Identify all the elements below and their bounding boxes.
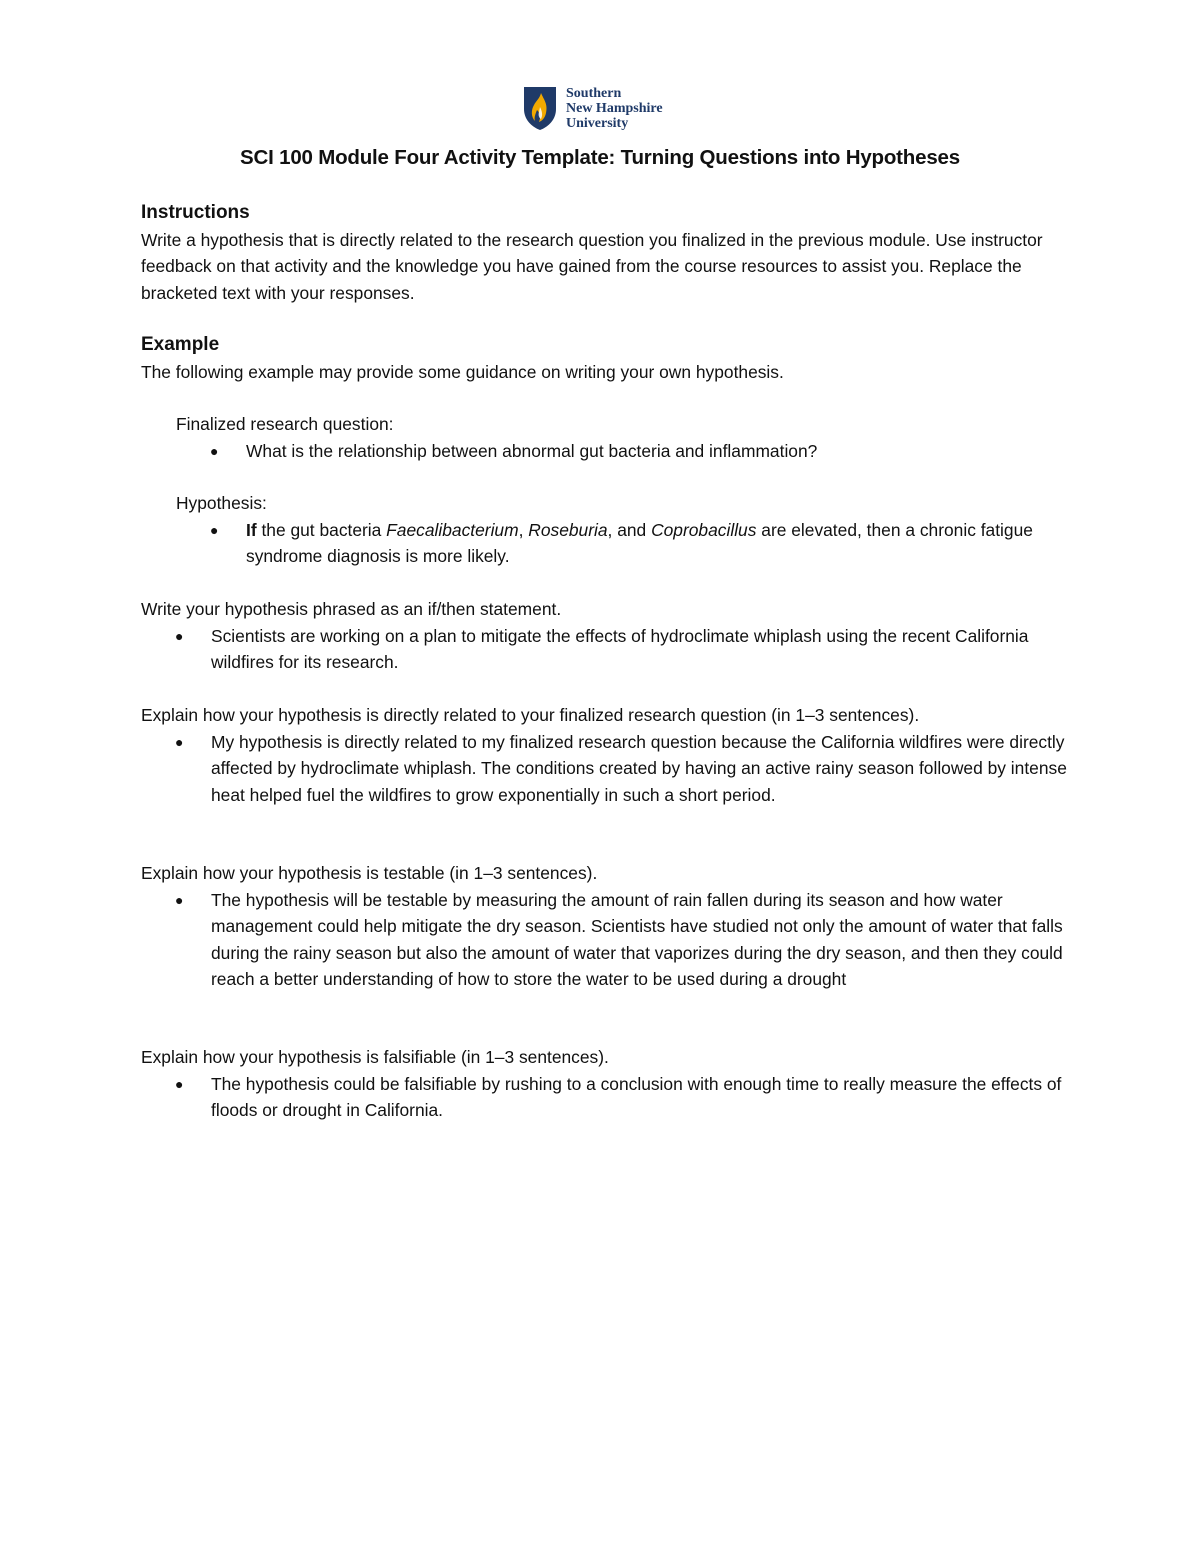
prompt-text: Explain how your hypothesis is falsifiable (in 1–3 sentences). [141, 1047, 609, 1067]
bullet-icon: ● [210, 521, 219, 538]
hypothesis-if: If [246, 519, 257, 540]
answer-list [141, 623, 1071, 676]
instructions-body: Write a hypothesis that is directly related to the research question you finalized in the previous module. Use instructor feedback on that activity and the knowledge you have gained from the course resources to assist you. Replace the bracketed text with your responses. [141, 229, 1043, 303]
list-item [175, 729, 1071, 809]
hypothesis-part: are elevated, then a chronic fatigue syndrome diagnosis is more likely. [246, 519, 1033, 566]
example-hypothesis-text [246, 520, 1033, 567]
example-section [141, 332, 1071, 385]
example-intro: The following example may provide some guidance on writing your own hypothesis. [141, 361, 784, 382]
list-item [210, 517, 1076, 570]
prompt-text: Explain how your hypothesis is testable (in 1–3 sentences). [141, 863, 598, 883]
example-question-label: Finalized research question: [176, 414, 394, 434]
flame-shield-icon [522, 85, 558, 131]
hypothesis-part: the gut bacteria [256, 519, 387, 540]
example-hypothesis-block [176, 490, 1076, 570]
bullet-icon: ● [175, 891, 184, 908]
instructions-heading: Instructions [141, 202, 250, 223]
bullet-icon: ● [175, 627, 184, 644]
answer-text: Scientists are working on a plan to mitigate the effects of hydroclimate whiplash using the recent California wildfires for its research. [211, 625, 1029, 672]
hypothesis-part: , and [607, 519, 652, 540]
list-item [175, 623, 1071, 676]
logo-line-2: New Hampshire [566, 100, 663, 116]
document-title: SCI 100 Module Four Activity Template: Turning Questions into Hypotheses [240, 146, 960, 169]
prompt-block-3 [141, 860, 1071, 993]
prompt-text: Explain how your hypothesis is directly related to your finalized research question (in 1–3 sentences). [141, 705, 920, 725]
logo-line-3: University [566, 115, 629, 131]
answer-text: The hypothesis could be falsifiable by rushing to a conclusion with enough time to really measure the effects of floods or drought in California. [211, 1073, 1062, 1120]
prompt-block-4 [141, 1044, 1071, 1124]
list-item [175, 887, 1071, 993]
answer-text: My hypothesis is directly related to my finalized research question because the California wildfires were directly affected by hydroclimate whiplash. The conditions created by having an active rainy season followed by intense heat helped fuel the wildfires to grow exponentially in such a short period. [211, 731, 1067, 805]
example-question-text: What is the relationship between abnormal gut bacteria and inflammation? [246, 440, 818, 461]
hypothesis-taxon: Faecalibacterium [386, 519, 519, 540]
example-hypothesis-label: Hypothesis: [176, 493, 267, 513]
answer-list [141, 887, 1071, 993]
logo-wordmark [566, 86, 663, 131]
logo-line-1: Southern [566, 85, 622, 101]
bullet-icon: ● [175, 1075, 184, 1092]
example-question-block [176, 411, 1076, 464]
hypothesis-taxon: Roseburia [528, 519, 608, 540]
example-heading: Example [141, 334, 220, 355]
prompt-block-1 [141, 596, 1071, 676]
example-hypothesis-list [176, 517, 1076, 570]
example-question-list [176, 438, 1076, 465]
bullet-icon: ● [175, 733, 184, 750]
answer-list [141, 729, 1071, 809]
list-item [175, 1071, 1071, 1124]
answer-list [141, 1071, 1071, 1124]
hypothesis-part: , [518, 519, 529, 540]
instructions-section [141, 200, 1071, 306]
bullet-icon: ● [210, 442, 219, 459]
answer-text: The hypothesis will be testable by measuring the amount of rain fallen during its season and how water management could help mitigate the dry season. Scientists have studied not only the amount of water that falls during the rainy season but also the amount of water that vaporizes during the dry season, and then they could reach a better understanding of how to store the water to be used during a drought [211, 889, 1063, 989]
prompt-block-2 [141, 702, 1071, 808]
hypothesis-taxon: Coprobacillus [651, 519, 757, 540]
snhu-logo [522, 84, 663, 132]
prompt-text: Write your hypothesis phrased as an if/then statement. [141, 599, 562, 619]
list-item [210, 438, 1076, 465]
